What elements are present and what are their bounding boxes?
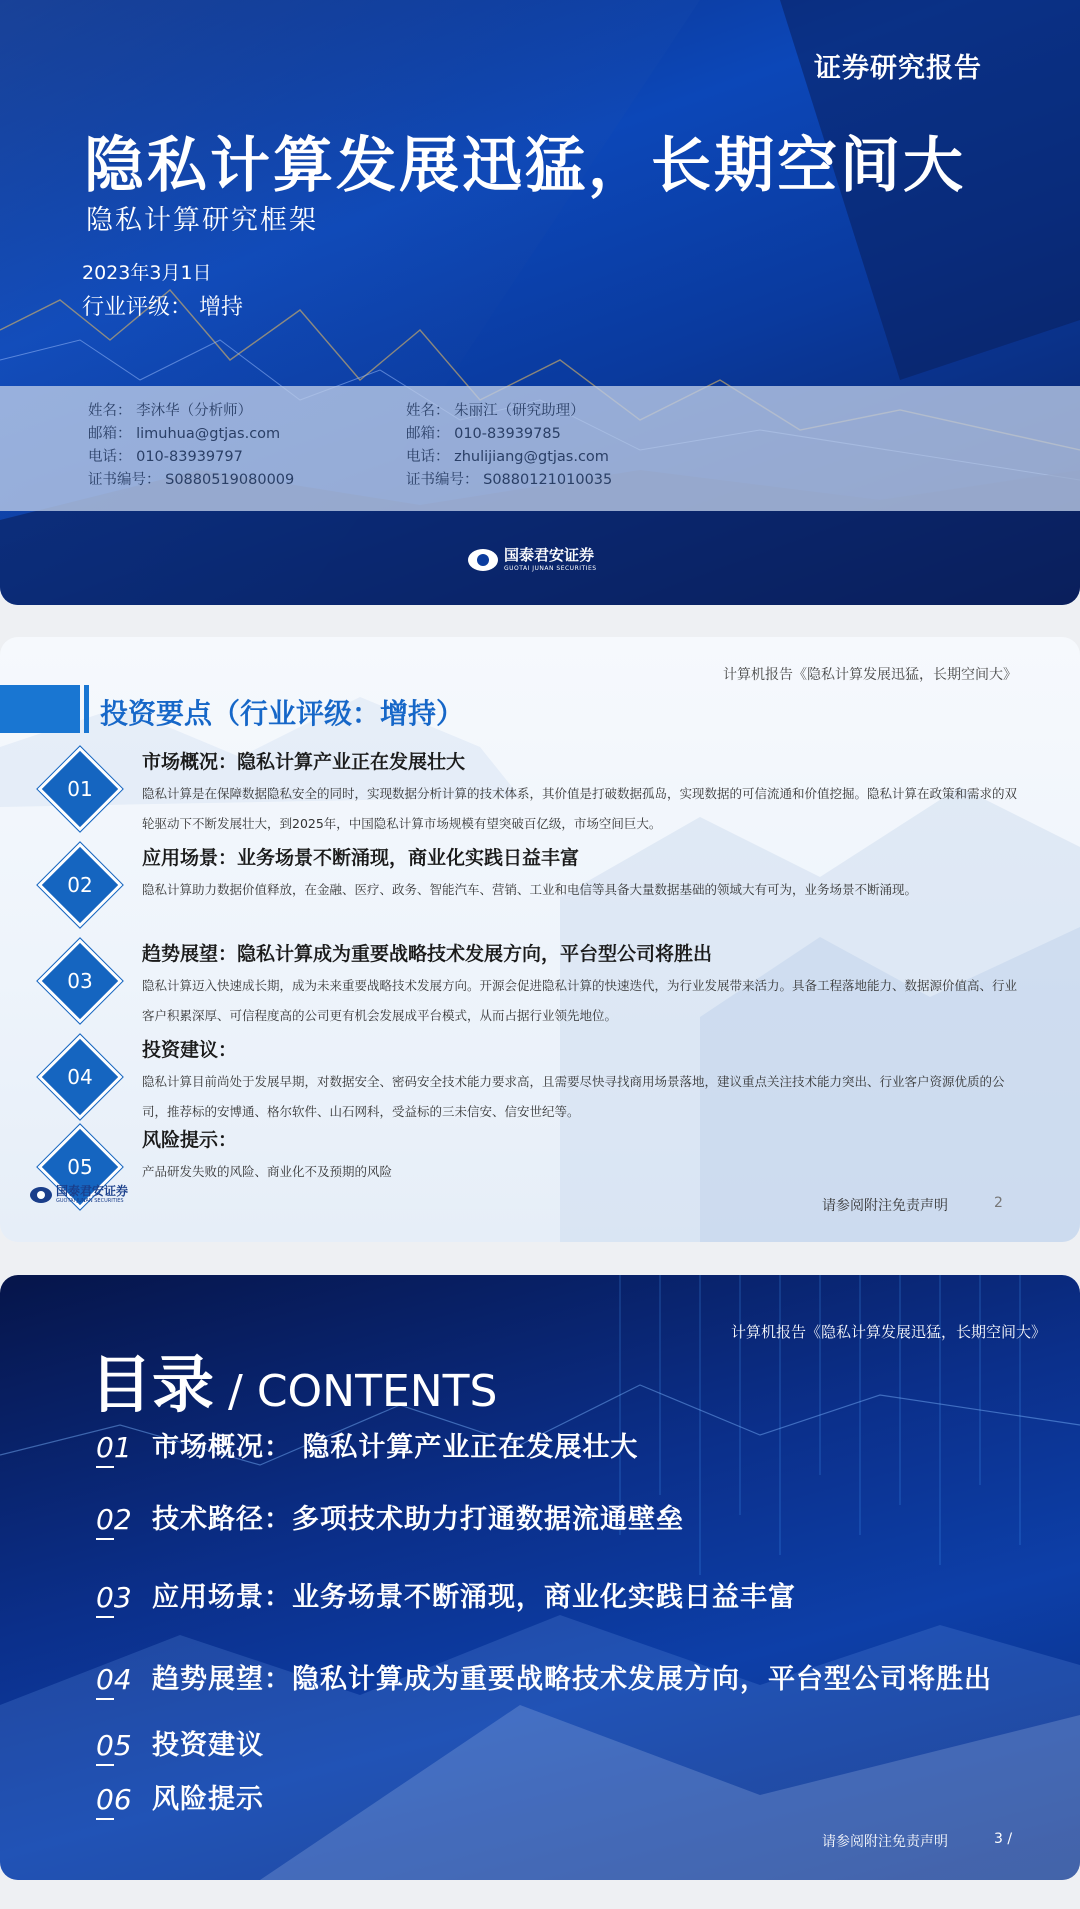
page-number: 2: [994, 1195, 1003, 1211]
slide-title: 投资要点（行业评级：增持）: [100, 697, 465, 730]
company-logo: [468, 548, 597, 572]
toc-label: 市场概况： 隐私计算产业正在发展壮大: [152, 1432, 639, 1463]
contents-title-cn: 目录: [90, 1348, 215, 1421]
report-title: 隐私计算发展迅猛，长期空间大: [84, 131, 966, 201]
toc-item[interactable]: [96, 1575, 1076, 1614]
point-number: 04: [67, 1065, 93, 1089]
slide-header: 计算机报告《隐私计算发展迅猛，长期空间大》: [723, 667, 1017, 683]
page-number: 3 /: [994, 1831, 1013, 1847]
point-body: 隐私计算是在保障数据隐私安全的同时，实现数据分析计算的技术体系，其价值是打破数据孤岛，实现数据的可信流通和价值挖掘。隐私计算在政策和需求的双轮驱动下不断发展壮大，到2025年，中国隐私计算市场规模有望突破百亿级，市场空间巨大。: [142, 786, 1018, 831]
report-date: 2023年3月1日: [82, 262, 212, 284]
analyst-phone: 电话： 010-83939797: [88, 449, 243, 465]
analyst-email: 邮箱： 010-83939785: [406, 426, 561, 442]
toc-item[interactable]: [96, 1723, 1076, 1762]
analyst-info-band: [0, 386, 1080, 511]
report-subtitle: 隐私计算研究框架: [86, 205, 318, 236]
industry-rating: 行业评级： 增持: [82, 295, 243, 320]
point-number: 03: [67, 969, 93, 993]
toc-item[interactable]: [96, 1497, 1076, 1536]
slide-header: 计算机报告《隐私计算发展迅猛，长期空间大》: [730, 1323, 1046, 1341]
toc-label: 趋势展望：隐私计算成为重要战略技术发展方向，平台型公司将胜出: [152, 1664, 992, 1695]
analyst-card: [88, 400, 294, 492]
cover-slide: [0, 0, 1080, 605]
point-body: 产品研发失败的风险、商业化不及预期的风险: [142, 1164, 393, 1179]
point-body: 隐私计算目前尚处于发展早期，对数据安全、密码安全技术能力要求高，且需要尽快寻找商用场景落地，建议重点关注技术能力突出、行业客户资源优质的公司，推荐标的安博通、格尔软件、山石网科，受益标的三未信安、信安世纪等。: [142, 1074, 1005, 1119]
logo-text-en: GUOTAI JUNAN SECURITIES: [504, 565, 597, 572]
toc-item[interactable]: [96, 1777, 1076, 1816]
analyst-cert: 证书编号： S0880121010035: [406, 472, 613, 488]
point-heading: 市场概况：隐私计算产业正在发展壮大: [142, 751, 466, 773]
toc-label: 应用场景：业务场景不断涌现，商业化实践日益丰富: [152, 1582, 796, 1613]
point-number: 02: [67, 873, 93, 897]
analyst-phone: 电话： zhulijiang@gtjas.com: [406, 449, 609, 465]
contents-slide: [0, 1275, 1080, 1880]
point-heading: 趋势展望：隐私计算成为重要战略技术发展方向，平台型公司将胜出: [142, 943, 713, 965]
analyst-name: 姓名： 李沐华（分析师）: [88, 403, 253, 419]
report-type-label: 证券研究报告: [814, 53, 982, 84]
analyst-card: [406, 400, 612, 492]
contents-title: [90, 1335, 497, 1424]
point-heading: 应用场景：业务场景不断涌现，商业化实践日益丰富: [142, 847, 580, 869]
point-number: 01: [67, 777, 93, 801]
logo-icon: [30, 1187, 52, 1203]
toc-number: 04: [96, 1663, 152, 1696]
toc-number: 02: [96, 1503, 152, 1536]
keypoints-slide: [0, 637, 1080, 1242]
toc-number: 03: [96, 1581, 152, 1614]
point-heading: 投资建议：: [142, 1039, 238, 1061]
point-heading: 风险提示：: [142, 1129, 238, 1151]
title-accent-bar: [0, 685, 80, 733]
toc-label: 风险提示: [152, 1784, 264, 1815]
toc-item[interactable]: [96, 1425, 1076, 1464]
logo-text: 国泰君安证券: [56, 1184, 129, 1198]
toc-number: 01: [96, 1431, 152, 1464]
point-number: 05: [67, 1155, 93, 1179]
company-logo: [30, 1185, 128, 1204]
toc-number: 06: [96, 1783, 152, 1816]
point-body: 隐私计算迈入快速成长期，成为未来重要战略技术发展方向。开源会促进隐私计算的快速迭代，为行业发展带来活力。具备工程落地能力、数据源价值高、行业客户积累深厚、可信程度高的公司更有机会发展成平台模式，从而占据行业领先地位。: [142, 978, 1018, 1023]
title-accent-bar: [84, 685, 89, 733]
disclaimer-note: 请参阅附注免责声明: [822, 1198, 948, 1214]
analyst-name: 姓名： 朱丽江（研究助理）: [406, 403, 585, 419]
logo-text-en: GUOTAI JUNAN SECURITIES: [56, 1198, 124, 1204]
toc-label: 投资建议: [152, 1730, 264, 1761]
point-body: 隐私计算助力数据价值释放，在金融、医疗、政务、智能汽车、营销、工业和电信等具备大量数据基础的领域大有可为，业务场景不断涌现。: [142, 882, 918, 897]
analyst-email: 邮箱： limuhua@gtjas.com: [88, 426, 281, 442]
analyst-cert: 证书编号： S0880519080009: [88, 472, 295, 488]
toc-number: 05: [96, 1729, 152, 1762]
toc-label: 技术路径：多项技术助力打通数据流通壁垒: [152, 1504, 684, 1535]
logo-text: 国泰君安证券: [504, 546, 595, 564]
disclaimer-note: 请参阅附注免责声明: [822, 1834, 948, 1850]
contents-title-en: / CONTENTS: [214, 1366, 498, 1417]
toc-item[interactable]: [96, 1657, 1076, 1696]
logo-icon: [468, 549, 498, 571]
